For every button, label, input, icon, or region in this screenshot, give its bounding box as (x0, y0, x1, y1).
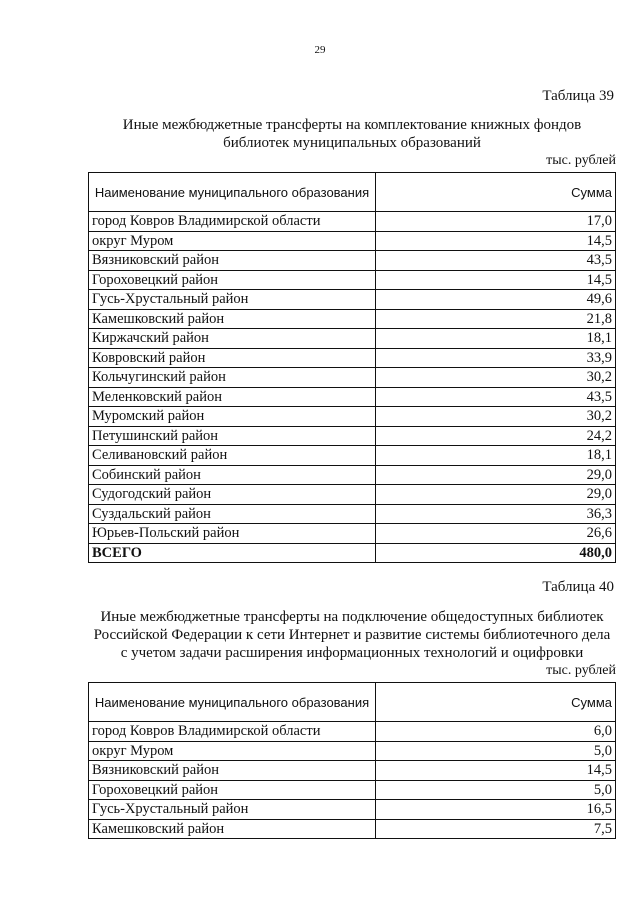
table40-title (88, 608, 616, 662)
row-name: Гороховецкий район (89, 780, 376, 800)
row-name: Камешковский район (89, 819, 376, 839)
row-name: Киржачский район (89, 329, 376, 349)
table40-label: Таблица 40 (542, 579, 614, 595)
table-row (89, 231, 616, 251)
row-name: округ Муром (89, 741, 376, 761)
table39-title-line2: библиотек муниципальных образований (223, 135, 481, 151)
row-value: 30,2 (376, 368, 616, 388)
row-value: 5,0 (376, 780, 616, 800)
row-value: 33,9 (376, 348, 616, 368)
row-value: 7,5 (376, 819, 616, 839)
table40-title-line3: с учетом задачи расширения информационных технологий и оцифровки (120, 645, 584, 661)
row-value: 26,6 (376, 524, 616, 544)
table-row (89, 270, 616, 290)
table-row (89, 348, 616, 368)
table-row (89, 407, 616, 427)
table39-header-row (89, 173, 616, 212)
total-value: 480,0 (376, 543, 616, 563)
row-name: Юрьев-Польский район (89, 524, 376, 544)
table39-header-sum: Сумма (376, 173, 616, 212)
row-name: Меленковский район (89, 387, 376, 407)
table40-title-line1: Иные межбюджетные трансферты на подключение общедоступных библиотек (100, 609, 604, 625)
table39 (88, 172, 616, 563)
row-name: Вязниковский район (89, 251, 376, 271)
table-row (89, 446, 616, 466)
row-name: Ковровский район (89, 348, 376, 368)
row-value: 43,5 (376, 387, 616, 407)
table-row (89, 212, 616, 232)
table40 (88, 682, 616, 839)
table-row (89, 329, 616, 349)
table-row (89, 485, 616, 505)
row-name: Суздальский район (89, 504, 376, 524)
table-row (89, 819, 616, 839)
row-value: 43,5 (376, 251, 616, 271)
row-name: Гусь-Хрустальный район (89, 800, 376, 820)
row-value: 17,0 (376, 212, 616, 232)
total-label: ВСЕГО (89, 543, 376, 563)
row-value: 21,8 (376, 309, 616, 329)
table39-title (88, 116, 616, 152)
row-value: 29,0 (376, 485, 616, 505)
row-value: 30,2 (376, 407, 616, 427)
row-value: 36,3 (376, 504, 616, 524)
table39-title-line1: Иные межбюджетные трансферты на комплектование книжных фондов (122, 117, 582, 133)
row-name: Петушинский район (89, 426, 376, 446)
row-name: Гусь-Хрустальный район (89, 290, 376, 310)
row-name: город Ковров Владимирской области (89, 722, 376, 742)
table-row (89, 524, 616, 544)
row-name: Судогодский район (89, 485, 376, 505)
table-row (89, 504, 616, 524)
table40-header-name: Наименование муниципального образования (89, 683, 376, 722)
table-row (89, 387, 616, 407)
row-name: Кольчугинский район (89, 368, 376, 388)
row-value: 24,2 (376, 426, 616, 446)
table40-header-row (89, 683, 616, 722)
row-value: 6,0 (376, 722, 616, 742)
table39-label: Таблица 39 (542, 88, 614, 104)
table-row (89, 368, 616, 388)
table-row (89, 290, 616, 310)
table-row (89, 800, 616, 820)
table39-header-name: Наименование муниципального образования (89, 173, 376, 212)
table40-unit: тыс. рублей (546, 663, 616, 678)
table40-title-line2: Российской Федерации к сети Интернет и развитие системы библиотечного дела (93, 627, 611, 643)
row-value: 16,5 (376, 800, 616, 820)
row-value: 5,0 (376, 741, 616, 761)
row-name: Собинский район (89, 465, 376, 485)
row-value: 49,6 (376, 290, 616, 310)
row-value: 18,1 (376, 446, 616, 466)
table39-unit: тыс. рублей (546, 153, 616, 168)
row-value: 14,5 (376, 761, 616, 781)
row-name: Муромский район (89, 407, 376, 427)
table-row (89, 741, 616, 761)
total-row (89, 543, 616, 563)
table-row (89, 465, 616, 485)
row-name: Камешковский район (89, 309, 376, 329)
row-name: Селивановский район (89, 446, 376, 466)
row-value: 14,5 (376, 231, 616, 251)
row-name: Вязниковский район (89, 761, 376, 781)
table-row (89, 780, 616, 800)
row-name: город Ковров Владимирской области (89, 212, 376, 232)
table-row (89, 761, 616, 781)
table-row (89, 722, 616, 742)
row-value: 29,0 (376, 465, 616, 485)
row-value: 18,1 (376, 329, 616, 349)
row-name: округ Муром (89, 231, 376, 251)
table-row (89, 426, 616, 446)
page-number: 29 (314, 44, 326, 56)
row-value: 14,5 (376, 270, 616, 290)
row-name: Гороховецкий район (89, 270, 376, 290)
table-row (89, 251, 616, 271)
table40-header-sum: Сумма (376, 683, 616, 722)
table-row (89, 309, 616, 329)
